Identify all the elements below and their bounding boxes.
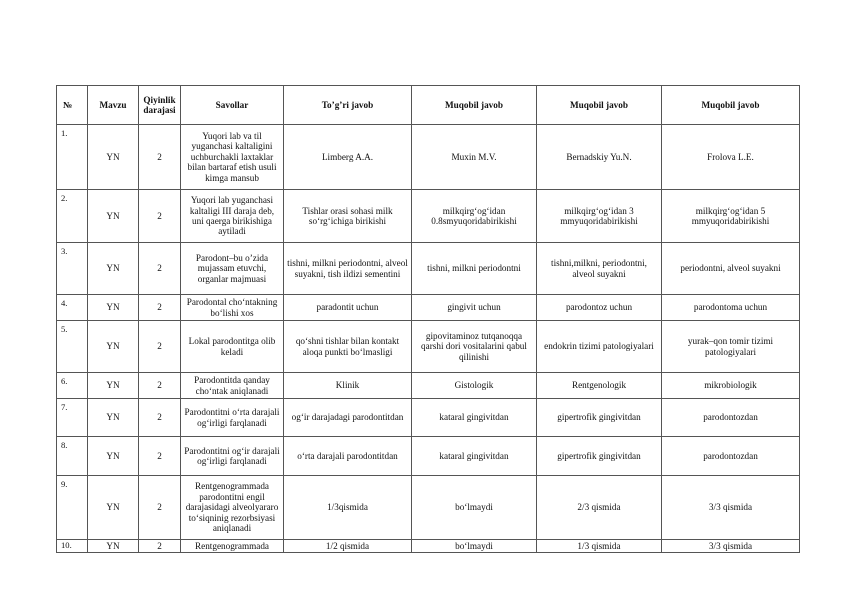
header-difficulty: Qiyinlik darajasi [139, 86, 181, 125]
row-correct: o‘rta darajali parodontitdan [284, 437, 412, 476]
row-question: Parodontitni o‘rta darajali og‘irligi farqlanadi [181, 399, 284, 437]
table-row [57, 190, 800, 243]
row-alt-1: milkqirg‘og‘idan 0.8smyuqoridabirikishi [412, 190, 537, 243]
row-alt-3: parodontozdan [662, 399, 800, 437]
row-level: 2 [139, 476, 181, 540]
row-correct: 1/3qismida [284, 476, 412, 540]
row-level: 2 [139, 243, 181, 295]
row-alt-3: parodontozdan [662, 437, 800, 476]
row-correct: Limberg A.A. [284, 125, 412, 190]
row-number: 4. [57, 295, 88, 321]
row-alt-1: bo‘lmaydi [412, 476, 537, 540]
row-alt-1: Gistologik [412, 373, 537, 399]
row-alt-1: Muxin M.V. [412, 125, 537, 190]
row-topic: YN [88, 243, 139, 295]
header-alt-answer-3: Muqobil javob [662, 86, 800, 125]
row-alt-1: tishni, milkni periodontni [412, 243, 537, 295]
row-question: Parodontitni og‘ir darajali og‘irligi farqlanadi [181, 437, 284, 476]
row-alt-2: gipertrofik gingivitdan [537, 437, 662, 476]
row-alt-2: 1/3 qismida [537, 540, 662, 553]
row-alt-3: milkqirg‘og‘idan 5 mmyuqoridabirikishi [662, 190, 800, 243]
row-correct: og‘ir darajadagi parodontitdan [284, 399, 412, 437]
row-level: 2 [139, 540, 181, 553]
row-correct: qo‘shni tishlar bilan kontakt aloqa punkti bo‘lmasligi [284, 321, 412, 373]
row-alt-3: 3/3 qismida [662, 540, 800, 553]
table-row [57, 540, 800, 553]
table-row [57, 476, 800, 540]
row-topic: YN [88, 476, 139, 540]
row-level: 2 [139, 437, 181, 476]
row-alt-1: kataral gingivitdan [412, 437, 537, 476]
row-alt-1: bo‘lmaydi [412, 540, 537, 553]
row-correct: Tishlar orasi sohasi milk so‘rg‘ichiga birikishi [284, 190, 412, 243]
row-alt-2: milkqirg‘og‘idan 3 mmyuqoridabirikishi [537, 190, 662, 243]
row-correct: tishni, milkni periodontni, alveol suyakni, tish ildizi sementini [284, 243, 412, 295]
row-number: 3. [57, 243, 88, 295]
row-correct: 1/2 qismida [284, 540, 412, 553]
row-question: Parodont–bu o’zida mujassam etuvchi, organlar majmuasi [181, 243, 284, 295]
row-alt-1: gipovitaminoz tutqanoqqa qarshi dori vositalarini qabul qilinishi [412, 321, 537, 373]
row-topic: YN [88, 190, 139, 243]
row-alt-2: gipertrofik gingivitdan [537, 399, 662, 437]
row-topic: YN [88, 125, 139, 190]
row-number: 5. [57, 321, 88, 373]
row-number: 7. [57, 399, 88, 437]
row-level: 2 [139, 321, 181, 373]
row-alt-2: Bernadskiy Yu.N. [537, 125, 662, 190]
header-question: Savollar [181, 86, 284, 125]
row-alt-2: Rentgenologik [537, 373, 662, 399]
row-number: 1. [57, 125, 88, 190]
row-topic: YN [88, 373, 139, 399]
table-row [57, 321, 800, 373]
header-topic: Mavzu [88, 86, 139, 125]
row-number: 10. [57, 540, 88, 553]
row-alt-1: kataral gingivitdan [412, 399, 537, 437]
row-question: Rentgenogrammada [181, 540, 284, 553]
header-correct-answer: To’g’ri javob [284, 86, 412, 125]
row-number: 9. [57, 476, 88, 540]
row-level: 2 [139, 295, 181, 321]
row-topic: YN [88, 399, 139, 437]
row-alt-2: tishni,milkni, periodontni, alveol suyakni [537, 243, 662, 295]
row-alt-3: Frolova L.E. [662, 125, 800, 190]
row-level: 2 [139, 399, 181, 437]
table-row [57, 125, 800, 190]
row-question: Yuqori lab va til yuganchasi kaltaligini uchburchakli laxtaklar bilan bartaraf etish usuli kimga mansub [181, 125, 284, 190]
row-alt-2: endokrin tizimi patologiyalari [537, 321, 662, 373]
row-number: 2. [57, 190, 88, 243]
row-alt-1: gingivit uchun [412, 295, 537, 321]
table-row [57, 437, 800, 476]
row-alt-2: 2/3 qismida [537, 476, 662, 540]
row-alt-3: 3/3 qismida [662, 476, 800, 540]
row-alt-3: parodontoma uchun [662, 295, 800, 321]
row-question: Lokal parodontitga olib keladi [181, 321, 284, 373]
table-row [57, 399, 800, 437]
row-question: Parodontal cho‘ntakning bo‘lishi xos [181, 295, 284, 321]
row-topic: YN [88, 540, 139, 553]
row-alt-3: yurak–qon tomir tizimi patologiyalari [662, 321, 800, 373]
row-alt-3: mikrobiologik [662, 373, 800, 399]
row-correct: paradontit uchun [284, 295, 412, 321]
row-level: 2 [139, 125, 181, 190]
header-alt-answer-1: Muqobil javob [412, 86, 537, 125]
row-level: 2 [139, 373, 181, 399]
row-level: 2 [139, 190, 181, 243]
row-question: Parodontitda qanday cho‘ntak aniqlanadi [181, 373, 284, 399]
row-topic: YN [88, 437, 139, 476]
row-number: 6. [57, 373, 88, 399]
header-alt-answer-2: Muqobil javob [537, 86, 662, 125]
row-correct: Klinik [284, 373, 412, 399]
row-topic: YN [88, 321, 139, 373]
table-header-row [57, 86, 800, 125]
row-alt-3: periodontni, alveol suyakni [662, 243, 800, 295]
row-alt-2: parodontoz uchun [537, 295, 662, 321]
table-row [57, 243, 800, 295]
table-row [57, 373, 800, 399]
row-question: Rentgenogrammada parodontitni engil darajasidagi alveolyararo to‘siqninig rezorbsiyasi aniqlanadi [181, 476, 284, 540]
row-topic: YN [88, 295, 139, 321]
quiz-table [56, 85, 800, 553]
header-number: № [57, 86, 88, 125]
table-row [57, 295, 800, 321]
row-number: 8. [57, 437, 88, 476]
row-question: Yuqori lab yuganchasi kaltaligi III daraja deb, uni qaerga birikishiga aytiladi [181, 190, 284, 243]
